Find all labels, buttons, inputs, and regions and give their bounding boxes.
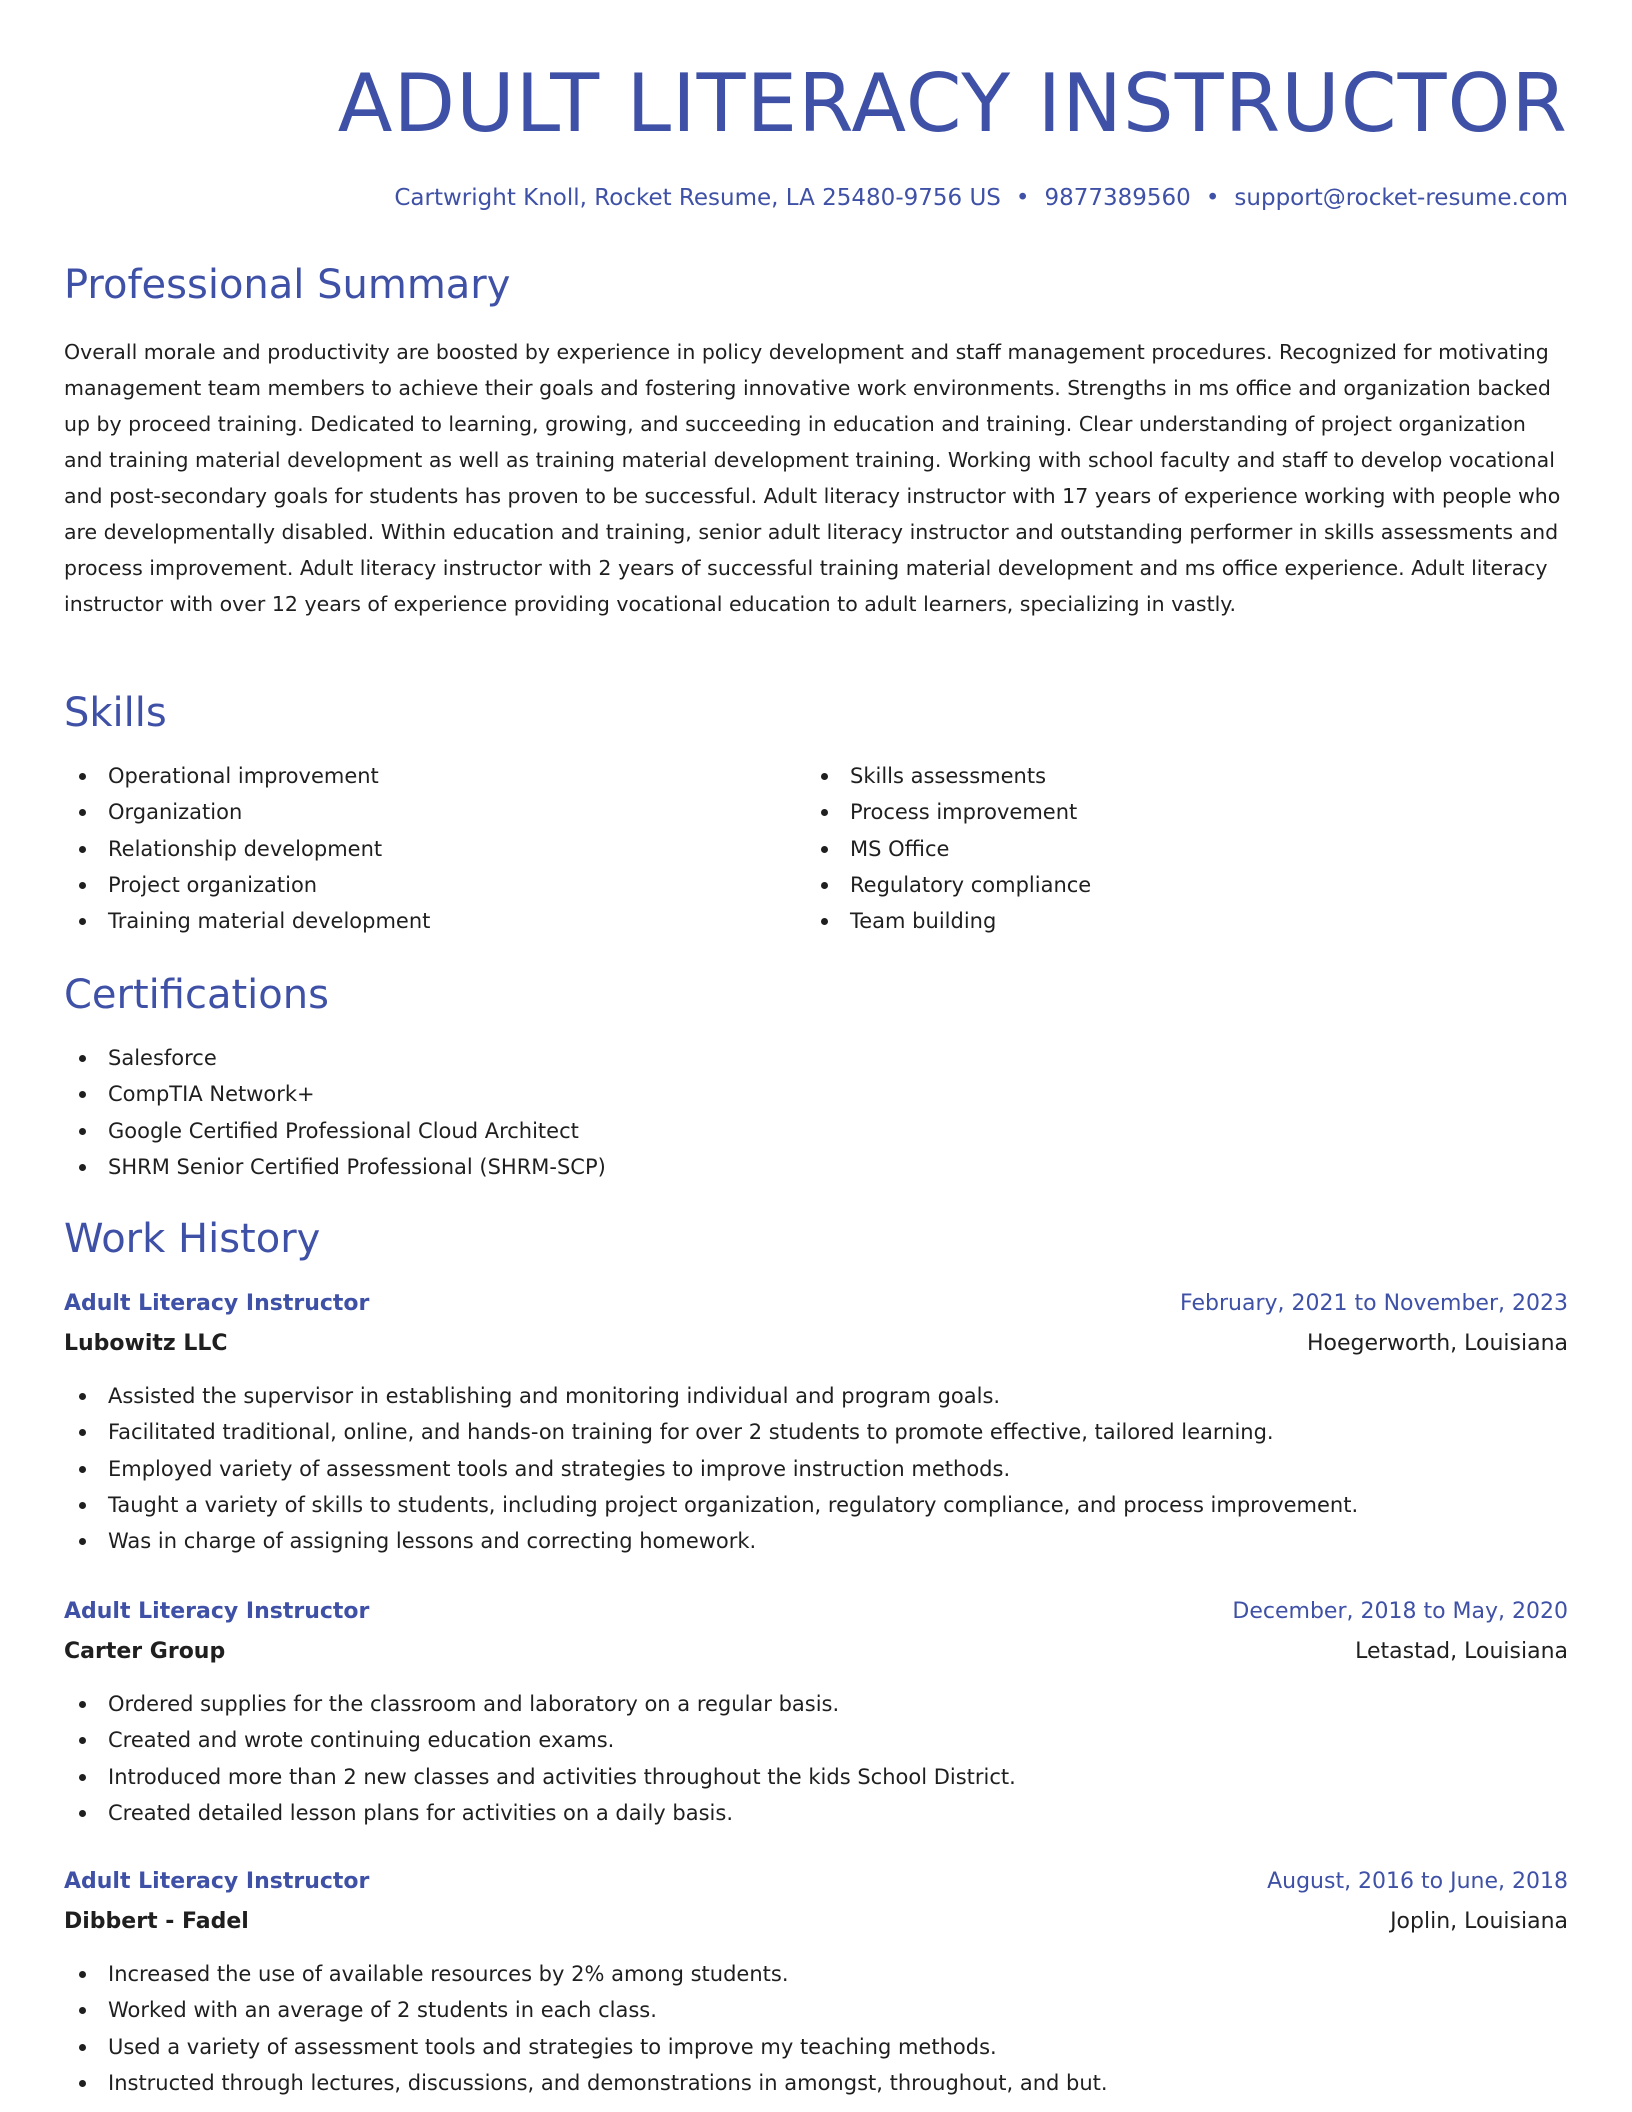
skill-item: Skills assessments	[806, 758, 1091, 794]
skill-item: Organization	[64, 794, 430, 830]
job-bullet: Worked with an average of 2 students in each class.	[64, 1992, 1108, 2028]
job-title: Adult Literacy Instructor	[64, 1291, 370, 1316]
contact-line	[394, 178, 1568, 218]
summary-paragraph: Overall morale and productivity are boosted by experience in policy development and staff management procedures. Recognized for motivating management team members to achieve their goals and fostering innovative work environments. Strengths in ms office and organization backed up by proceed training. Dedicated to learning, growing, and succeeding in education and training. Clear understanding of project organization and training material development as well as training material development training. Working with school faculty and staff to develop vocational and post-secondary goals for students has proven to be successful. Adult literacy instructor with 17 years of experience working with people who are developmentally disabled. Within education and training, senior adult literacy instructor and outstanding performer in skills assessments and process improvement. Adult literacy instructor with 2 years of successful training material development and ms office experience. Adult literacy instructor with over 12 years of experience providing vocational education to adult learners, specializing in vastly.	[64, 340, 1561, 616]
certification-item: SHRM Senior Certified Professional (SHRM-SCP)	[64, 1149, 606, 1185]
skill-item: MS Office	[806, 831, 1091, 867]
job-dates: August, 2016 to June, 2018	[1267, 1869, 1568, 1894]
job-company: Lubowitz LLC	[64, 1331, 228, 1356]
job-bullet: Facilitated traditional, online, and hands-on training for over 2 students to promote effective, tailored learning.	[64, 1414, 1358, 1450]
job-subheader	[64, 1324, 1568, 1364]
job-bullet: Ordered supplies for the classroom and laboratory on a regular basis.	[64, 1686, 1016, 1722]
section-heading-skills: Skills	[64, 690, 167, 736]
certifications-list	[64, 1040, 606, 1185]
job-title: Adult Literacy Instructor	[64, 1869, 370, 1894]
job-dates: February, 2021 to November, 2023	[1180, 1291, 1568, 1316]
job-location: Joplin, Louisiana	[1390, 1909, 1568, 1934]
job-dates: December, 2018 to May, 2020	[1232, 1599, 1568, 1624]
job-location: Letastad, Louisiana	[1355, 1639, 1568, 1664]
certification-item: CompTIA Network+	[64, 1076, 606, 1112]
contact-separator: •	[1205, 185, 1220, 211]
job-subheader	[64, 1632, 1568, 1672]
skill-item: Process improvement	[806, 794, 1091, 830]
job-header	[64, 1592, 1568, 1632]
job-bullet: Was in charge of assigning lessons and correcting homework.	[64, 1523, 1358, 1559]
contact-email: support@rocket-resume.com	[1234, 185, 1568, 211]
skill-item: Operational improvement	[64, 758, 430, 794]
job-header	[64, 1862, 1568, 1902]
job-bullets	[64, 1956, 1108, 2101]
job-bullets	[64, 1378, 1358, 1559]
job-bullet: Increased the use of available resources by 2% among students.	[64, 1956, 1108, 1992]
contact-separator: •	[1015, 185, 1030, 211]
certification-item: Google Certified Professional Cloud Architect	[64, 1113, 606, 1149]
job-bullets	[64, 1686, 1016, 1831]
job-bullet: Assisted the supervisor in establishing and monitoring individual and program goals.	[64, 1378, 1358, 1414]
job-company: Carter Group	[64, 1639, 226, 1664]
job-bullet: Taught a variety of skills to students, including project organization, regulatory compliance, and process improvement.	[64, 1487, 1358, 1523]
skill-item: Team building	[806, 903, 1091, 939]
job-bullet: Used a variety of assessment tools and strategies to improve my teaching methods.	[64, 2029, 1108, 2065]
job-bullet: Introduced more than 2 new classes and activities throughout the kids School District.	[64, 1759, 1016, 1795]
contact-address: Cartwright Knoll, Rocket Resume, LA 25480-9756 US	[394, 185, 1001, 211]
resume-title: ADULT LITERACY INSTRUCTOR	[337, 57, 1568, 150]
skills-list-right	[806, 758, 1091, 939]
skill-item: Regulatory compliance	[806, 867, 1091, 903]
job-header	[64, 1284, 1568, 1324]
certification-item: Salesforce	[64, 1040, 606, 1076]
job-title: Adult Literacy Instructor	[64, 1599, 370, 1624]
section-heading-certifications: Certifications	[64, 972, 329, 1018]
job-location: Hoegerworth, Louisiana	[1306, 1331, 1568, 1356]
contact-phone: 9877389560	[1044, 185, 1191, 211]
skills-list-left	[64, 758, 430, 939]
job-bullet: Employed variety of assessment tools and strategies to improve instruction methods.	[64, 1451, 1358, 1487]
job-subheader	[64, 1902, 1568, 1942]
section-heading-summary: Professional Summary	[64, 262, 511, 308]
section-heading-work-history: Work History	[64, 1216, 321, 1262]
job-bullet: Created detailed lesson plans for activities on a daily basis.	[64, 1795, 1016, 1831]
skill-item: Relationship development	[64, 831, 430, 867]
job-bullet: Created and wrote continuing education exams.	[64, 1722, 1016, 1758]
job-bullet: Instructed through lectures, discussions, and demonstrations in amongst, throughout, and but.	[64, 2065, 1108, 2101]
skill-item: Project organization	[64, 867, 430, 903]
skill-item: Training material development	[64, 903, 430, 939]
job-company: Dibbert - Fadel	[64, 1909, 249, 1934]
